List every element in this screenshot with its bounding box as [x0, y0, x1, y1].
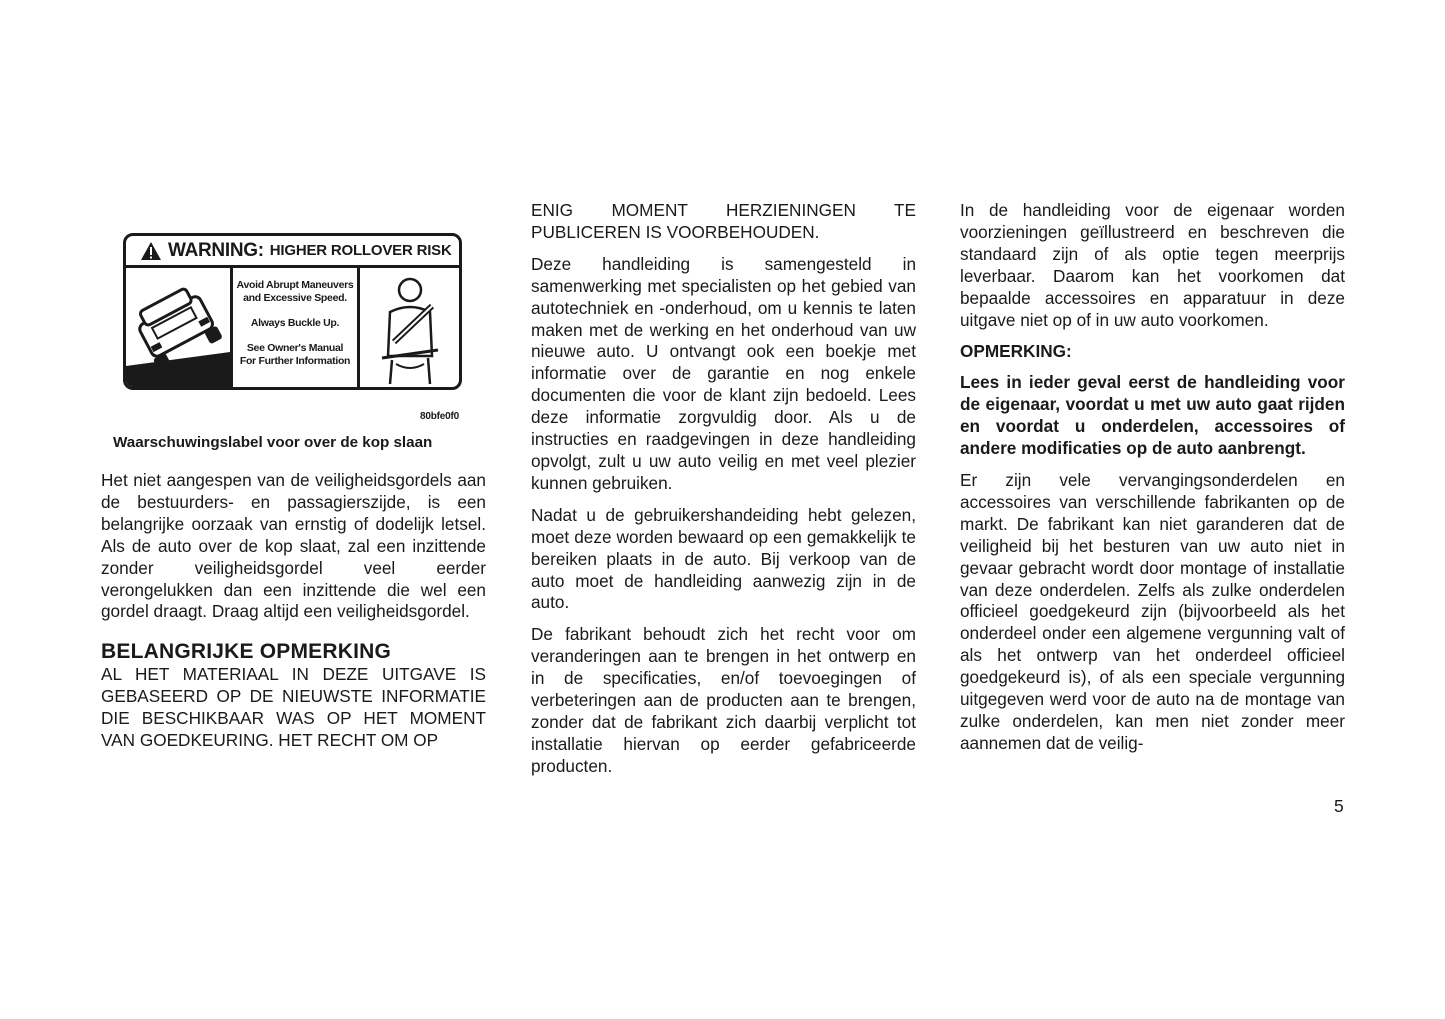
warning-triangle-icon: [140, 241, 162, 261]
seatbelt-person-icon: [360, 268, 459, 387]
manual-intro-paragraph: Deze handleiding is samengesteld in samenwerking met specialisten op het gebied van autotechniek en -onderhoud, om u kennis te laten maken met de werking en het onderhoud van uw nieuwe auto. U ontvangt ook een boekje met informatie over de garantie en nog enkele documenten die voor de klant zijn bedoeld. Lees deze informatie zorgvuldig door. Als u de instructies en raadgevingen in deze handleiding opvolgt, zult u uw auto veilig en met veel plezier kunnen gebruiken.: [531, 253, 916, 493]
image-code: 80bfe0f0: [420, 411, 459, 422]
page-number: 5: [1334, 796, 1344, 816]
seatbelt-panel: [360, 268, 459, 387]
warning-label-image: [123, 233, 462, 390]
manual-storage-paragraph: Nadat u de gebruikershandeiding hebt gelezen, moet deze worden bewaard op een gemakkelijk te bereiken plaats in de auto. Bij verkoop van de auto moet de handleiding aanwezig zijn in de auto.: [531, 504, 916, 613]
label-line-2: and Excessive Speed.: [243, 292, 347, 304]
warning-label-subtitle: HIGHER ROLLOVER RISK: [269, 242, 452, 259]
important-note-text: AL HET MATERIAAL IN DEZE UITGAVE IS GEBASEERD OP DE NIEUWSTE INFORMATIE DIE BESCHIKBAAR WAS OP HET MOMENT VAN GOEDKEURING. HET RECHT OM OP: [101, 664, 486, 751]
note-body: Lees in ieder geval eerst de handleiding voor de eigenaar, voordat u met uw auto gaat rijden en voordat u onderdelen, accessoires of andere modificaties op de auto aanbrengt.: [960, 372, 1345, 459]
column-2: [531, 200, 916, 778]
section-heading: BELANGRIJKE OPMERKING: [101, 640, 392, 664]
rollover-vehicle-icon: [126, 268, 230, 387]
rollover-vehicle-panel: [126, 268, 230, 387]
warning-label-header: [126, 236, 459, 268]
warning-label-title: WARNING:: [168, 239, 264, 261]
label-line-3: Always Buckle Up.: [250, 317, 340, 329]
replacement-parts-paragraph: Er zijn vele vervangingsonderdelen en accessoires van verschillende fabrikanten op de markt. De fabrikant kan niet garanderen dat de veiligheid bij het besturen van uw auto niet in gevaar gebracht wordt door montage of installatie van deze onderdelen. Zelfs als zulke onderdelen officieel goedgekeurd zijn (bijvoorbeeld als het onderdeel onder een algemene vergunning valt of als het ontwerp van het onderdeel officieel goedgekeurd is), of als een speciale vergunning uitgegeven werd voor de auto na de montage van zulke onderdelen, kan men niet zonder meer aannemen dat de veilig-: [960, 469, 1345, 753]
column-1: [101, 470, 486, 752]
label-line-1: Avoid Abrupt Maneuvers: [236, 279, 354, 291]
manufacturer-rights-paragraph: De fabrikant behoudt zich het recht voor om veranderingen aan te brengen in het ontwerp en in de specificaties, en/of toevoegingen of verbeteringen aan de producten aan te brengen, zonder dat de fabrikant zich daarbij verplicht tot installatie hiervan op eerder gefabriceerde producten.: [531, 624, 916, 776]
important-note-continued: ENIG MOMENT HERZIENINGEN TE PUBLICEREN IS VOORBEHOUDEN.: [531, 200, 916, 242]
label-line-4: See Owner's Manual: [246, 342, 344, 354]
warning-label-instructions: [230, 268, 360, 387]
features-paragraph: In de handleiding voor de eigenaar worden voorzieningen geïllustreerd en beschreven die standaard zijn of als optie tegen meerprijs leverbaar. Daarom kan het voorkomen dat bepaalde accessoires en apparatuur in deze uitgave niet op of in uw auto voorkomen.: [960, 200, 1345, 330]
figure-caption: Waarschuwingslabel voor over de kop slaan: [113, 434, 433, 451]
note-heading: OPMERKING:: [960, 341, 1072, 362]
column-3: [960, 200, 1345, 755]
label-line-5: For Further Information: [239, 355, 351, 367]
seatbelt-paragraph: Het niet aangespen van de veiligheidsgordels aan de bestuurders- en passagierszijde, is een belangrijke oorzaak van ernstig of dodelijk letsel. Als de auto over de kop slaat, zal een inzittende zonder veiligheidsgordel veel eerder verongelukken dan een inzittende die wel een gordel draagt. Draag altijd een veiligheidsgordel.: [101, 470, 486, 622]
